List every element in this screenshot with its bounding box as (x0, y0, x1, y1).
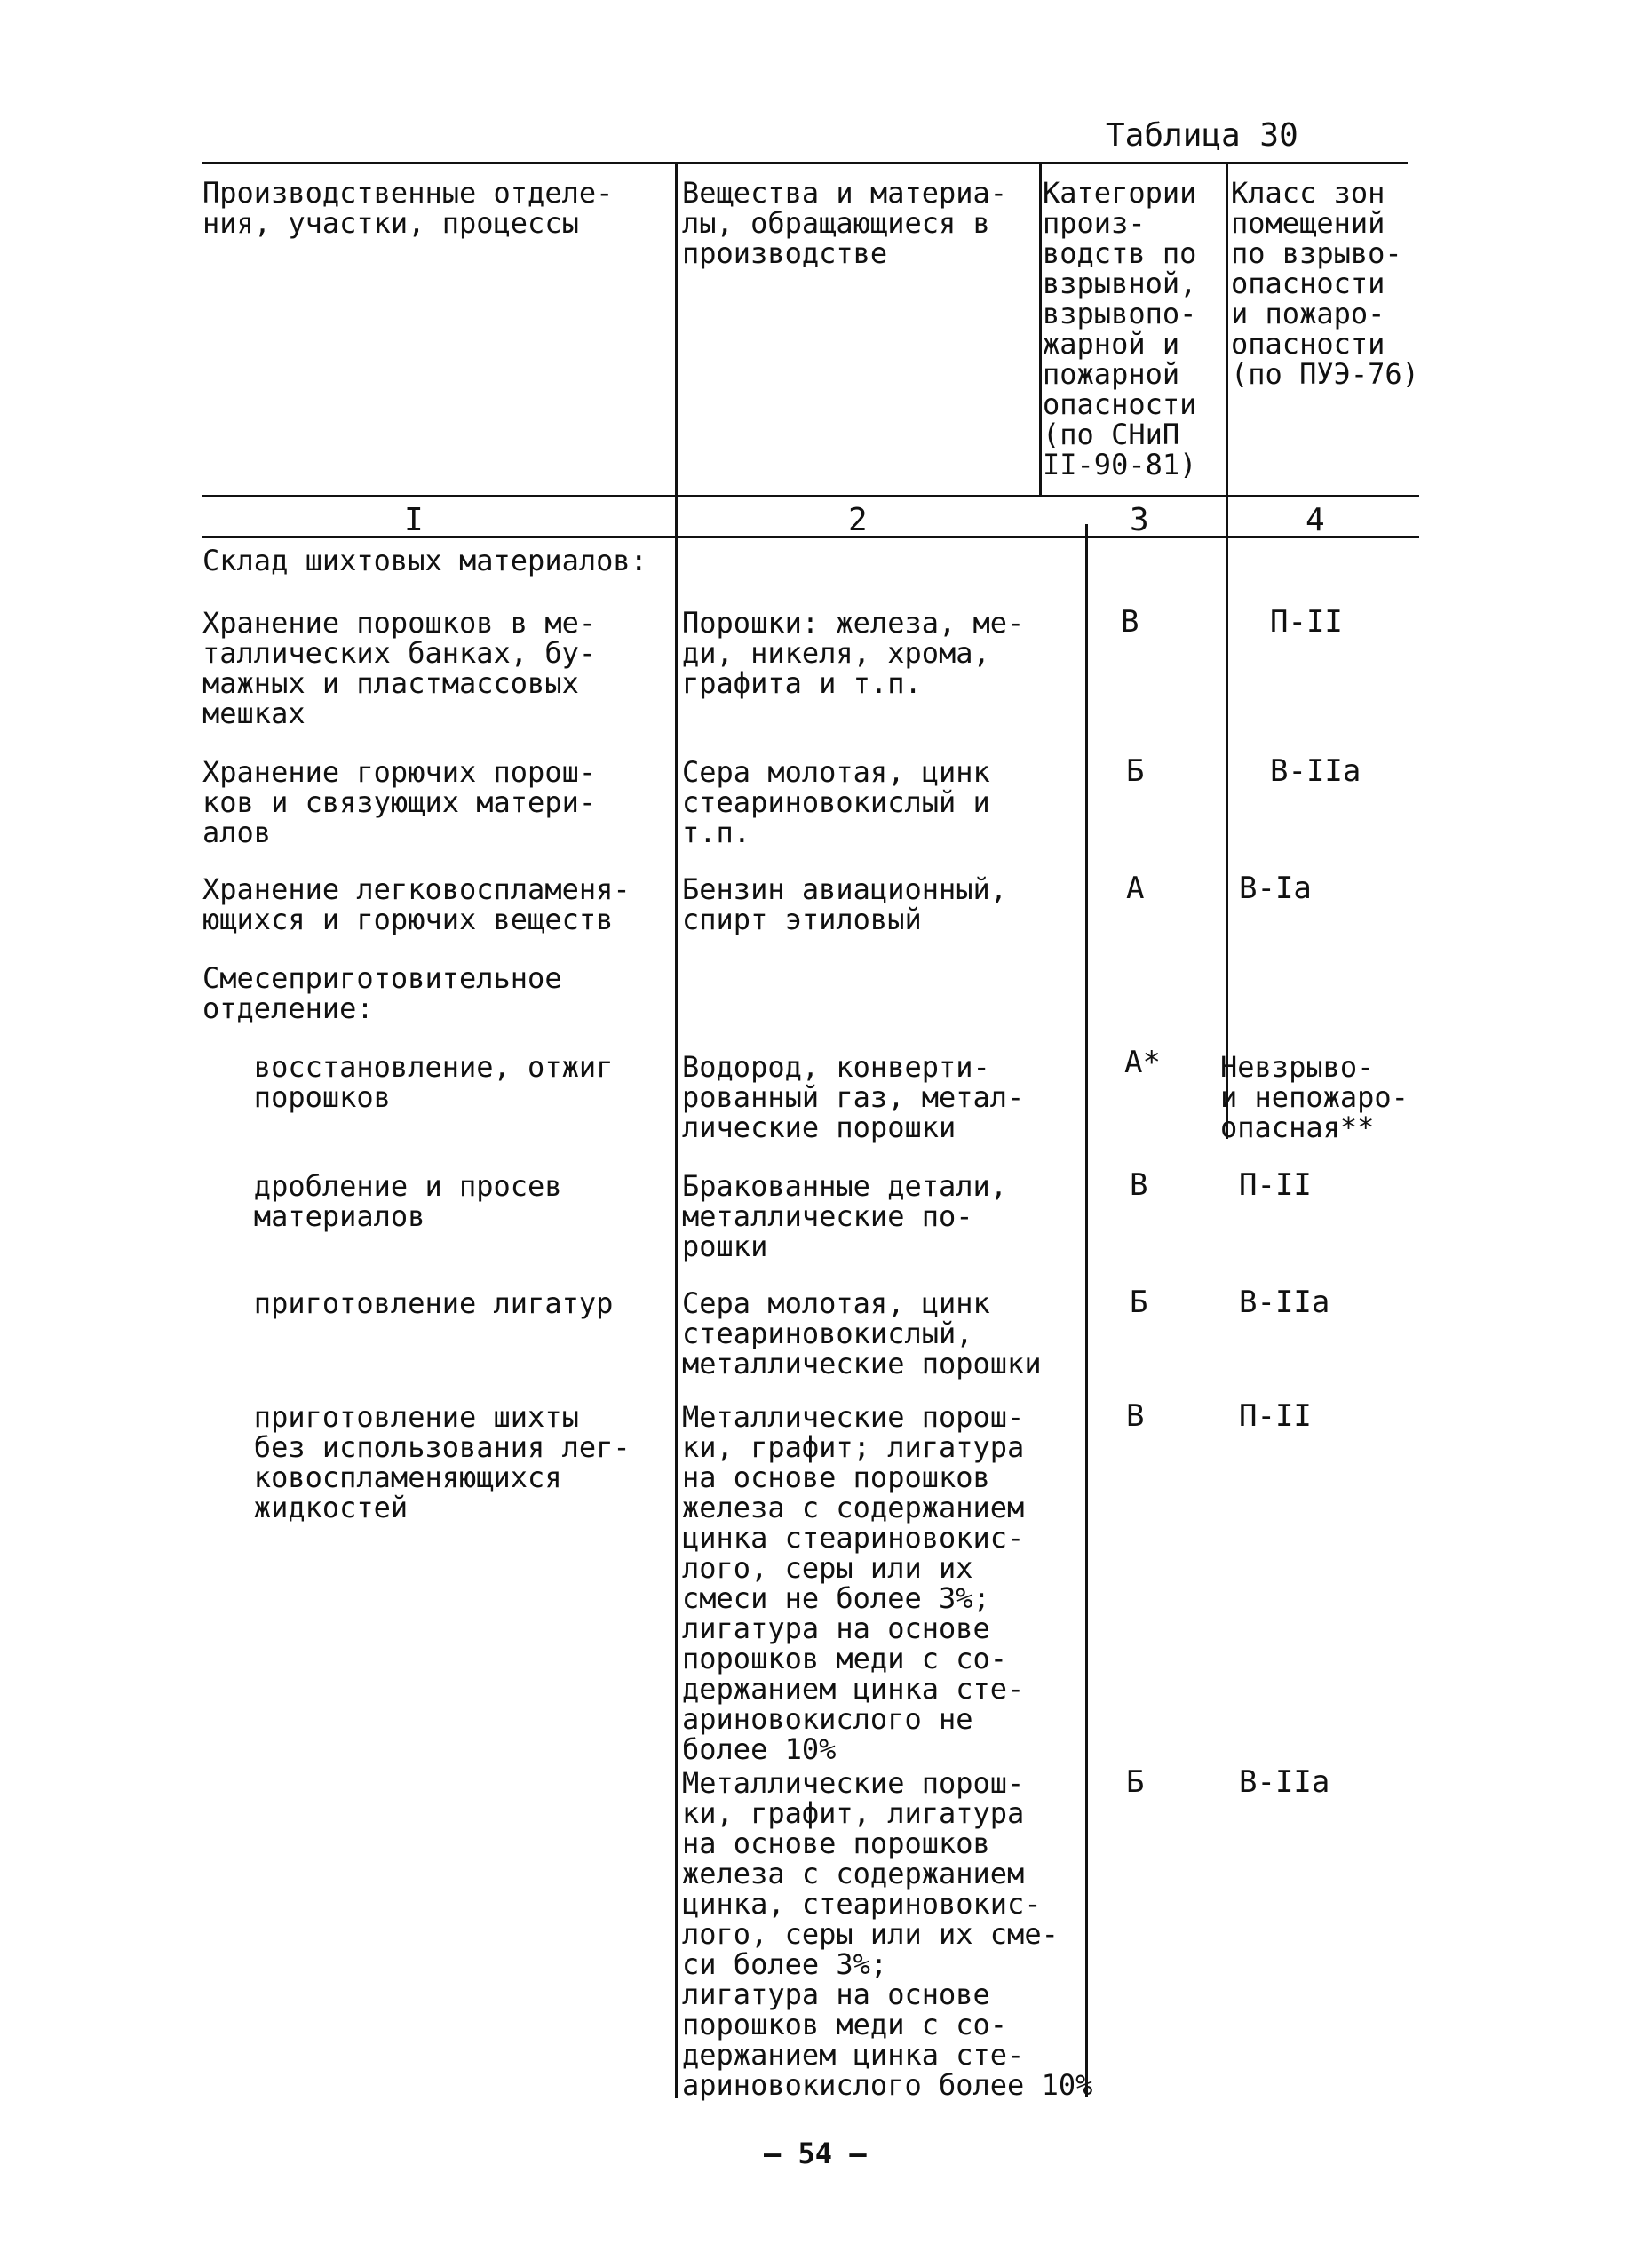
row-materials: Сера молотая, цинк стеариновокислый, металлические порошки (682, 1286, 1042, 1381)
row-zone: В-IIа (1239, 1285, 1330, 1320)
page-number: — 54 — (764, 2137, 867, 2170)
row-category: В (1130, 1167, 1148, 1203)
column-divider-2 (1039, 162, 1042, 496)
row-category: Б (1126, 1764, 1145, 1800)
row-zone: В-Iа (1239, 871, 1312, 906)
row-category: А* (1124, 1045, 1161, 1080)
row-category: В (1121, 604, 1139, 640)
column-divider-1 (675, 162, 678, 2098)
row-category: Б (1130, 1285, 1148, 1320)
row-materials: Водород, конверти- рованный газ, метал- лические порошки (682, 1050, 1025, 1144)
header-bottom-rule (202, 495, 1419, 497)
header-zone-class: Класс зон помещений по взрыво- опасности и пожаро- опасности (по ПУЭ-76) (1231, 176, 1419, 391)
table-title: Таблица 30 (1106, 117, 1298, 154)
row-process: восстановление, отжиг порошков (253, 1050, 614, 1114)
row-materials: Бракованные детали, металлические по- рошки (682, 1169, 1008, 1263)
row-materials: Порошки: железа, ме- ди, никеля, хрома, графита и т.п. (682, 606, 1025, 700)
row-process: приготовление шихты без использования лег- ковоспламеняющихся жидкостей (253, 1400, 631, 1524)
row-category: А (1126, 871, 1145, 906)
row-zone: П-II (1239, 1167, 1312, 1203)
row-zone: В-IIа (1239, 1764, 1330, 1800)
column-number-3: 3 (1130, 502, 1149, 538)
row-materials: Сера молотая, цинк стеариновокислый и т.п. (682, 755, 990, 849)
row-materials: Металлические порош- ки, графит; лигатура на основе порошков железа с содержанием цинка стеариновокис- лого, серы или их смеси не более 3%; лигатура на основе порошков меди с со- держанием цинка сте- ариновокислого не более 10% (682, 1400, 1025, 1766)
row-process: Хранение горючих порош- ков и связующих матери- алов (202, 755, 597, 849)
column-divider-3 (1226, 162, 1228, 1139)
column-number-1: I (404, 502, 424, 538)
row-category: В (1126, 1398, 1145, 1434)
header-materials: Вещества и материа- лы, обращающиеся в производстве (682, 176, 1008, 270)
row-process: дробление и просев материалов (253, 1169, 562, 1233)
row-process: Склад шихтовых материалов: (202, 544, 647, 577)
column-number-2: 2 (848, 502, 868, 538)
row-zone: П-II (1239, 1398, 1312, 1434)
row-category: Б (1126, 753, 1145, 789)
row-materials: Металлические порош- ки, графит, лигатура на основе порошков железа с содержанием цинка, стеариновокис- лого, серы или их сме- си более 3%; лигатура на основе порошков меди с со- держанием цинка сте- ариновокислого более 10% (682, 1766, 1093, 2102)
row-zone: Невзрыво- и непожаро- опасная** (1220, 1050, 1409, 1144)
row-process: приготовление лигатур (202, 1286, 614, 1320)
row-process: Хранение легковоспламеня- ющихся и горючих веществ (202, 872, 631, 936)
row-zone: П-II (1270, 604, 1343, 640)
row-process: Хранение порошков в ме- таллических банках, бу- мажных и пластмассовых мешках (202, 606, 597, 730)
row-materials: Бензин авиационный, спирт этиловый (682, 872, 1008, 936)
row-process: Смесеприготовительное отделение: (202, 961, 562, 1025)
column-number-4: 4 (1306, 502, 1325, 538)
header-category: Категории произ- водств по взрывной, взрывопо- жарной и пожарной опасности (по СНиП II-90-81) (1043, 176, 1197, 481)
header-process: Производственные отделе- ния, участки, процессы (202, 176, 614, 240)
row-zone: В-IIа (1270, 753, 1361, 789)
column-numbers-rule (202, 536, 1419, 538)
